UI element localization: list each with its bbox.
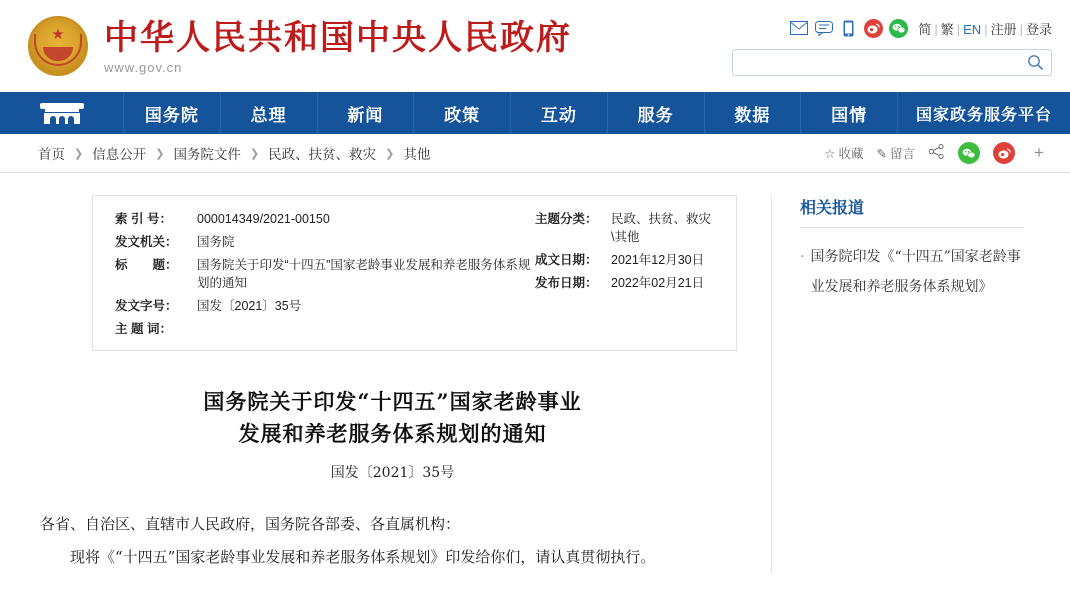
weibo-icon[interactable] <box>864 19 883 38</box>
nav-item-xinwen[interactable]: 新闻 <box>318 92 415 134</box>
header-links: 简 | 繁 | EN | 注册 | 登录 <box>918 21 1052 37</box>
meta-row <box>115 320 535 338</box>
meta-row <box>535 251 718 269</box>
breadcrumb-item-home[interactable]: 首页 <box>38 147 65 162</box>
meta-row <box>115 297 535 315</box>
list-item[interactable] <box>800 242 1024 302</box>
meta-column-right <box>535 210 718 338</box>
breadcrumb-item-state-council-docs[interactable]: 国务院文件 <box>173 147 241 162</box>
meta-label: 成文日期： <box>535 253 598 267</box>
nav-item-guowuyuan[interactable]: 国务院 <box>124 92 221 134</box>
site-url: www.gov.cn <box>104 59 183 75</box>
page-title <box>40 386 745 450</box>
gate-icon <box>40 101 84 125</box>
favorite-button[interactable] <box>824 144 863 162</box>
meta-value: 国发〔2021〕35号 <box>197 299 302 313</box>
header-right <box>732 16 1052 76</box>
meta-row <box>115 210 535 228</box>
document-meta-table <box>92 195 737 351</box>
site-header <box>0 0 1070 92</box>
breadcrumb <box>38 143 430 163</box>
sidebar-item-label: 国务院印发《“十四五”国家老龄事业发展和养老服务体系规划》 <box>810 249 1021 295</box>
meta-label: 发文机关： <box>115 235 178 249</box>
mail-icon[interactable] <box>789 19 808 38</box>
breadcrumb-separator: ❯ <box>74 147 84 160</box>
weibo-share-icon[interactable] <box>993 142 1015 164</box>
wechat-icon[interactable] <box>889 19 908 38</box>
nav-item-fuwu[interactable]: 服务 <box>608 92 705 134</box>
search-box[interactable] <box>732 49 1052 76</box>
plus-icon[interactable]: + <box>1034 143 1044 162</box>
sidebar <box>772 195 1024 574</box>
doc-paragraph: 各省、自治区、直辖市人民政府，国务院各部委、各直属机构： <box>40 515 461 533</box>
meta-value: 国务院 <box>197 235 235 249</box>
nav-item-zongli[interactable]: 总理 <box>221 92 318 134</box>
doc-title-line-1: 国务院关于印发“十四五”国家老龄事业 <box>203 389 582 414</box>
nav-item-shuju[interactable]: 数据 <box>705 92 802 134</box>
favorite-label: 收藏 <box>838 147 864 161</box>
doc-title-line-2: 发展和养老服务体系规划的通知 <box>238 421 547 446</box>
lang-simplified-link[interactable]: 简 <box>918 21 932 37</box>
page-tools <box>824 142 1050 164</box>
breadcrumb-separator: ❯ <box>249 147 260 160</box>
doc-number: 国发〔2021〕35号 <box>330 465 455 481</box>
main-nav <box>0 92 1070 134</box>
breadcrumb-item-civil-affairs[interactable]: 民政、扶贫、救灾 <box>268 147 377 162</box>
meta-value: 2021年12月30日 <box>611 253 705 267</box>
share-icon <box>928 144 945 162</box>
register-link[interactable]: 注册 <box>990 21 1017 37</box>
meta-value: 国务院关于印发“十四五”国家老龄事业发展和养老服务体系规划的通知 <box>197 258 531 290</box>
meta-value: 000014349/2021-00150 <box>197 212 330 226</box>
main-column <box>40 195 772 574</box>
meta-column-left <box>115 210 535 338</box>
meta-value: 民政、扶贫、救灾\其他 <box>611 212 712 244</box>
search-icon[interactable] <box>1027 54 1045 72</box>
breadcrumb-item-info-disclosure[interactable]: 信息公开 <box>92 147 147 162</box>
login-link[interactable]: 登录 <box>1025 21 1052 37</box>
meta-row <box>535 210 718 246</box>
national-emblem-icon: ★ <box>26 14 90 78</box>
meta-label: 主 题 词： <box>115 322 172 336</box>
comment-icon[interactable] <box>814 19 833 38</box>
breadcrumb-separator: ❯ <box>155 147 165 160</box>
message-label: 留言 <box>889 147 915 161</box>
meta-label: 索 引 号： <box>115 212 172 226</box>
header-icon-row <box>732 16 1052 40</box>
search-input[interactable] <box>733 50 1051 75</box>
meta-value: 2022年02月21日 <box>611 276 705 290</box>
breadcrumb-item-other[interactable]: 其他 <box>403 147 431 162</box>
meta-label: 主题分类： <box>535 212 598 226</box>
meta-label: 发布日期： <box>535 276 598 290</box>
lang-traditional-link[interactable]: 繁 <box>940 21 954 37</box>
doc-paragraph: 现将《“十四五”国家老龄事业发展和养老服务体系规划》印发给你们，请认真贯彻执行。 <box>70 548 656 566</box>
document-body <box>40 508 745 574</box>
site-title-block <box>104 18 572 75</box>
message-button[interactable] <box>877 144 916 162</box>
meta-row <box>115 233 535 251</box>
mobile-icon[interactable] <box>839 19 858 38</box>
star-icon: ☆ <box>824 146 836 161</box>
breadcrumb-bar <box>0 134 1070 173</box>
nav-item-government-service-platform[interactable]: 国家政务服务平台 <box>915 104 1052 124</box>
lang-english-link[interactable]: EN <box>963 21 982 37</box>
nav-item-zhengce[interactable]: 政策 <box>414 92 511 134</box>
sidebar-list <box>800 242 1024 302</box>
share-button[interactable] <box>928 144 945 162</box>
site-title: 中华人民共和国中央人民政府 <box>104 17 572 58</box>
bullet-icon: · <box>800 249 805 265</box>
meta-row <box>535 274 718 292</box>
meta-label: 标 题： <box>115 258 178 272</box>
nav-home[interactable] <box>0 92 124 134</box>
meta-row <box>115 256 535 292</box>
nav-item-guoqing[interactable]: 国情 <box>801 92 898 134</box>
breadcrumb-separator: ❯ <box>385 147 395 160</box>
pencil-icon: ✎ <box>876 146 887 161</box>
sidebar-title: 相关报道 <box>800 195 1024 228</box>
wechat-share-icon[interactable] <box>958 142 980 164</box>
page-content <box>0 173 1070 574</box>
meta-label: 发文字号： <box>115 299 178 313</box>
nav-item-hudong[interactable]: 互动 <box>511 92 608 134</box>
